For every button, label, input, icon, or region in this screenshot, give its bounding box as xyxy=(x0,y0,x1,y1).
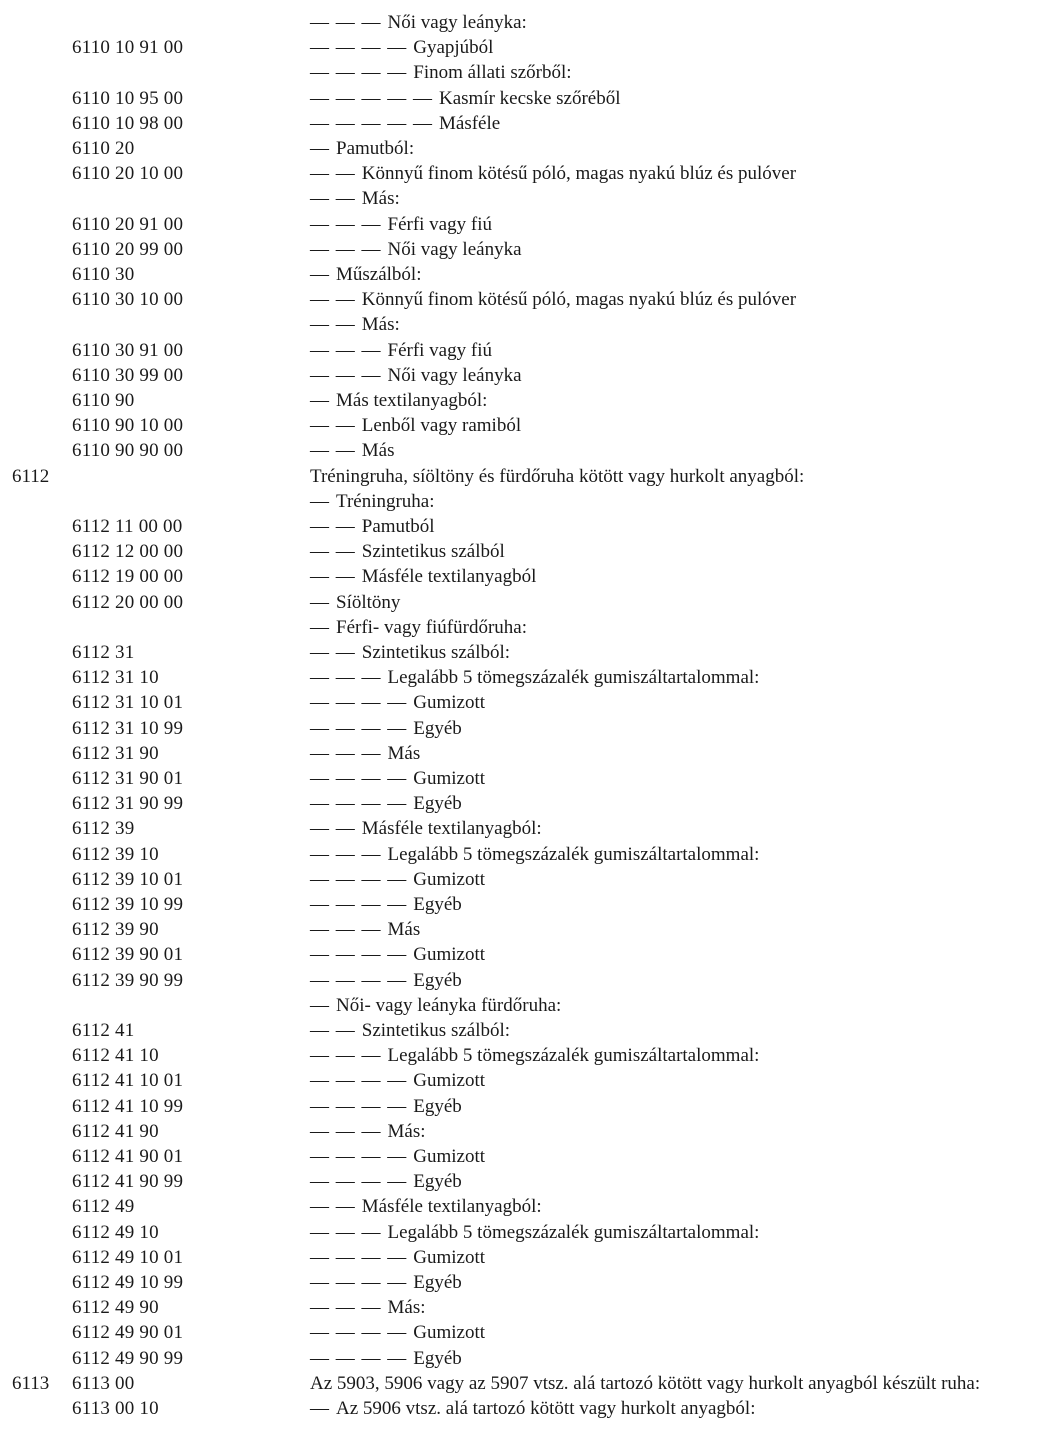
tariff-code: 6112 12 00 00 xyxy=(72,541,184,563)
tariff-code: 6112 39 10 xyxy=(72,843,159,865)
indent-dashes: — — xyxy=(310,818,356,840)
tariff-code: 6112 49 90 99 xyxy=(72,1347,184,1369)
tariff-code: 6112 41 xyxy=(72,1020,135,1041)
tariff-row xyxy=(0,917,1060,942)
description xyxy=(310,237,522,262)
tariff-row xyxy=(0,615,1060,640)
indent-dashes: — — — xyxy=(310,364,382,386)
indent-dashes: — — — — xyxy=(310,717,408,739)
description xyxy=(310,363,522,388)
description xyxy=(310,86,621,111)
tariff-row xyxy=(0,816,1060,841)
description-text: Egyéb xyxy=(413,1095,462,1117)
indent-dashes: — — — — — xyxy=(310,87,433,109)
tariff-row xyxy=(0,1119,1060,1144)
description xyxy=(310,60,572,85)
tariff-row xyxy=(0,1270,1060,1295)
description-text: Az 5906 vtsz. alá tartozó kötött vagy hurkolt anyagból: xyxy=(336,1398,756,1419)
description xyxy=(310,1270,462,1295)
description-text: Gumizott xyxy=(413,1322,486,1344)
description-text: Más xyxy=(387,919,421,941)
indent-dashes: — — — xyxy=(310,1297,382,1319)
tariff-row xyxy=(0,942,1060,967)
description xyxy=(310,1068,485,1093)
tariff-row xyxy=(0,892,1060,917)
tariff-code: 6112 49 10 01 xyxy=(72,1246,184,1268)
description-text: Egyéb xyxy=(413,1347,462,1369)
tariff-code: 6112 49 xyxy=(72,1196,135,1218)
tariff-row xyxy=(0,1295,1060,1320)
tariff-code: 6112 39 10 99 xyxy=(72,894,184,915)
description-text: Könnyű finom kötésű póló, magas nyakú blúz és pulóver xyxy=(361,289,797,311)
tariff-row xyxy=(0,413,1060,438)
tariff-code: 6110 20 xyxy=(72,138,135,159)
indent-dashes: — — — — xyxy=(310,692,408,714)
description-text: Pamutból: xyxy=(336,138,415,159)
description xyxy=(310,1396,755,1421)
indent-dashes: — xyxy=(310,591,330,613)
description-text: Női vagy leányka xyxy=(387,364,522,386)
description-text: Gyapjúból xyxy=(413,37,494,59)
description-text: Legalább 5 tömegszázalék gumiszáltartalommal: xyxy=(387,843,760,865)
description xyxy=(310,917,420,942)
description xyxy=(310,1094,462,1119)
tariff-code: 6112 20 00 00 xyxy=(72,591,184,613)
tariff-code: 6113 00 10 xyxy=(72,1398,159,1419)
tariff-code: 6112 49 10 99 xyxy=(72,1272,184,1293)
description xyxy=(310,993,561,1018)
tariff-row xyxy=(0,1245,1060,1270)
tariff-row xyxy=(0,312,1060,337)
tariff-row xyxy=(0,10,1060,35)
tariff-code: 6110 10 91 00 xyxy=(72,37,184,59)
description-text: Kasmír kecske szőréből xyxy=(439,87,621,109)
heading-number: 6113 xyxy=(12,1372,50,1394)
tariff-row xyxy=(0,136,1060,161)
indent-dashes: — — — — xyxy=(310,1171,408,1193)
description xyxy=(310,640,510,665)
description-text: Gumizott xyxy=(413,868,486,890)
description-text: Szintetikus szálból: xyxy=(361,1020,511,1041)
description xyxy=(310,766,485,791)
description xyxy=(310,741,420,766)
description-text: Más: xyxy=(387,1120,426,1142)
indent-dashes: — — xyxy=(310,566,356,588)
tariff-code: 6112 41 90 99 xyxy=(72,1171,184,1193)
description xyxy=(310,816,542,841)
description-text: Gumizott xyxy=(413,692,486,714)
description-text: Másféle textilanyagból xyxy=(361,566,537,588)
indent-dashes: — — — xyxy=(310,238,382,260)
indent-dashes: — — — xyxy=(310,843,382,865)
indent-dashes: — — — — xyxy=(310,894,408,915)
tariff-code: 6112 41 10 99 xyxy=(72,1095,184,1117)
description-text: Egyéb xyxy=(413,894,462,915)
tariff-code: 6110 30 99 00 xyxy=(72,364,184,386)
indent-dashes: — — — — xyxy=(310,1272,408,1293)
tariff-row xyxy=(0,161,1060,186)
tariff-row xyxy=(0,1094,1060,1119)
tariff-row xyxy=(0,1320,1060,1345)
tariff-row xyxy=(0,690,1060,715)
tariff-code: 6112 31 10 99 xyxy=(72,717,184,739)
heading-number: 6112 xyxy=(12,465,50,487)
tariff-code: 6112 49 90 xyxy=(72,1297,159,1319)
tariff-row xyxy=(0,741,1060,766)
indent-dashes: — — — — xyxy=(310,793,408,815)
description-text: Gumizott xyxy=(413,1070,486,1092)
tariff-row xyxy=(0,1396,1060,1421)
tariff-row xyxy=(0,1169,1060,1194)
description xyxy=(310,111,500,136)
indent-dashes: — — — xyxy=(310,919,382,941)
indent-dashes: — xyxy=(310,994,330,1016)
tariff-code: 6110 90 90 00 xyxy=(72,440,184,462)
description xyxy=(310,312,400,337)
indent-dashes: — — — xyxy=(310,667,382,689)
description xyxy=(310,35,493,60)
indent-dashes: — — xyxy=(310,440,356,462)
description xyxy=(310,161,796,186)
tariff-row xyxy=(0,514,1060,539)
description xyxy=(310,968,462,993)
description-text: Más: xyxy=(387,1297,426,1319)
indent-dashes: — xyxy=(310,490,330,512)
tariff-row xyxy=(0,489,1060,514)
tariff-row xyxy=(0,388,1060,413)
description xyxy=(310,1169,462,1194)
tariff-row xyxy=(0,1194,1060,1219)
description xyxy=(310,1043,759,1068)
tariff-row xyxy=(0,338,1060,363)
indent-dashes: — — — — xyxy=(310,1246,408,1268)
tariff-row xyxy=(0,438,1060,463)
description-text: Férfi- vagy fiúfürdőruha: xyxy=(336,616,527,638)
tariff-row xyxy=(0,539,1060,564)
description xyxy=(310,1220,759,1245)
tariff-row xyxy=(0,766,1060,791)
tariff-code: 6112 31 90 xyxy=(72,742,159,764)
description-text: Más xyxy=(361,440,395,462)
tariff-row xyxy=(0,640,1060,665)
indent-dashes: — — xyxy=(310,415,356,437)
description-text: Lenből vagy ramiból xyxy=(361,415,522,437)
description-text: Legalább 5 tömegszázalék gumiszáltartalommal: xyxy=(387,667,760,689)
description-text: Gumizott xyxy=(413,944,486,966)
description xyxy=(310,338,492,363)
description-text: Egyéb xyxy=(413,969,462,991)
description xyxy=(310,842,759,867)
tariff-code: 6112 31 xyxy=(72,642,135,663)
tariff-row xyxy=(0,60,1060,85)
description xyxy=(310,942,485,967)
tariff-code: 6112 41 10 xyxy=(72,1045,159,1067)
description xyxy=(310,1018,510,1043)
indent-dashes: — — — — xyxy=(310,1322,408,1344)
description-text: Könnyű finom kötésű póló, magas nyakú blúz és pulóver xyxy=(361,163,797,185)
tariff-row xyxy=(0,1018,1060,1043)
tariff-row xyxy=(0,665,1060,690)
tariff-code: 6112 41 90 xyxy=(72,1120,159,1142)
tariff-row xyxy=(0,237,1060,262)
tariff-code: 6112 39 90 xyxy=(72,919,159,941)
tariff-row xyxy=(0,35,1060,60)
tariff-code: 6112 11 00 00 xyxy=(72,516,183,537)
indent-dashes: — — — — — xyxy=(310,112,433,134)
description-text: Más xyxy=(387,742,421,764)
indent-dashes: — — — xyxy=(310,742,382,764)
description xyxy=(310,464,804,489)
description xyxy=(310,615,527,640)
indent-dashes: — xyxy=(310,390,330,411)
description xyxy=(310,1295,426,1320)
description-text: Pamutból xyxy=(361,516,435,537)
indent-dashes: — — — — xyxy=(310,969,408,991)
indent-dashes: — — xyxy=(310,188,356,210)
indent-dashes: — — xyxy=(310,1196,356,1218)
tariff-row xyxy=(0,564,1060,589)
indent-dashes: — — — xyxy=(310,1221,382,1243)
indent-dashes: — xyxy=(310,138,330,159)
description-text: Másféle xyxy=(439,112,501,134)
tariff-code: 6112 39 10 01 xyxy=(72,868,184,890)
description xyxy=(310,10,527,35)
indent-dashes: — — xyxy=(310,163,356,185)
description-text: Női- vagy leányka fürdőruha: xyxy=(336,994,562,1016)
tariff-code: 6110 90 xyxy=(72,390,135,411)
description xyxy=(310,262,422,287)
description-text: Másféle textilanyagból: xyxy=(361,1196,542,1218)
tariff-code: 6112 49 90 01 xyxy=(72,1322,184,1344)
tariff-row xyxy=(0,716,1060,741)
description xyxy=(310,690,485,715)
tariff-code: 6112 31 90 99 xyxy=(72,793,184,815)
tariff-code: 6112 41 90 01 xyxy=(72,1146,184,1167)
description xyxy=(310,590,400,615)
description xyxy=(310,665,759,690)
description-text: Szintetikus szálból: xyxy=(361,642,511,663)
indent-dashes: — — — — xyxy=(310,1070,408,1092)
tariff-code: 6110 20 10 00 xyxy=(72,163,184,185)
description xyxy=(310,791,462,816)
tariff-code: 6110 10 98 00 xyxy=(72,112,184,134)
description xyxy=(310,867,485,892)
indent-dashes: — xyxy=(310,264,330,285)
indent-dashes: — — — xyxy=(310,213,382,235)
tariff-row xyxy=(0,464,1060,489)
tariff-code: 6112 49 10 xyxy=(72,1221,159,1243)
tariff-row xyxy=(0,287,1060,312)
description-text: Tréningruha: xyxy=(336,490,435,512)
description-text: Egyéb xyxy=(413,1272,462,1293)
description xyxy=(310,438,394,463)
description xyxy=(310,1245,485,1270)
description-text: Más: xyxy=(361,314,400,336)
description xyxy=(310,514,435,539)
indent-dashes: — — — xyxy=(310,1045,382,1067)
description-text: Tréningruha, síöltöny és fürdőruha kötött vagy hurkolt anyagból: xyxy=(310,465,805,487)
tariff-code: 6112 31 10 xyxy=(72,667,159,689)
description xyxy=(310,1144,485,1169)
tariff-code: 6112 39 90 01 xyxy=(72,944,184,966)
indent-dashes: — — xyxy=(310,289,356,311)
tariff-code: 6112 41 10 01 xyxy=(72,1070,184,1092)
description xyxy=(310,1320,485,1345)
indent-dashes: — — — — xyxy=(310,944,408,966)
description-text: Női vagy leányka xyxy=(387,238,522,260)
indent-dashes: — — — xyxy=(310,1120,382,1142)
tariff-row xyxy=(0,86,1060,111)
description-text: Finom állati szőrből: xyxy=(413,62,572,84)
tariff-code: 6112 31 90 01 xyxy=(72,768,184,789)
description-text: Férfi vagy fiú xyxy=(387,213,492,235)
tariff-code: 6110 30 10 00 xyxy=(72,289,184,311)
description xyxy=(310,1346,462,1371)
tariff-row xyxy=(0,867,1060,892)
tariff-code: 6110 20 91 00 xyxy=(72,213,184,235)
description-text: Egyéb xyxy=(413,1171,462,1193)
description xyxy=(310,1119,426,1144)
indent-dashes: — — — — xyxy=(310,1146,408,1167)
indent-dashes: — xyxy=(310,1398,330,1419)
description xyxy=(310,1194,542,1219)
tariff-row xyxy=(0,1346,1060,1371)
tariff-code: 6112 31 10 01 xyxy=(72,692,184,714)
indent-dashes: — — — — xyxy=(310,1347,408,1369)
description-text: Legalább 5 tömegszázalék gumiszáltartalommal: xyxy=(387,1221,760,1243)
description xyxy=(310,287,796,312)
tariff-code: 6110 10 95 00 xyxy=(72,87,184,109)
description xyxy=(310,1371,980,1396)
indent-dashes: — — — xyxy=(310,12,382,33)
description-text: Férfi vagy fiú xyxy=(387,339,492,361)
indent-dashes: — — — — xyxy=(310,1095,408,1117)
indent-dashes: — xyxy=(310,616,330,638)
tariff-row xyxy=(0,111,1060,136)
description-text: Egyéb xyxy=(413,717,462,739)
tariff-code: 6112 39 xyxy=(72,818,135,840)
tariff-code: 6112 39 90 99 xyxy=(72,969,184,991)
tariff-row xyxy=(0,212,1060,237)
description xyxy=(310,716,462,741)
description-text: Síöltöny xyxy=(336,591,401,613)
tariff-row xyxy=(0,842,1060,867)
description xyxy=(310,388,487,413)
description-text: Női vagy leányka: xyxy=(387,12,527,33)
description-text: Legalább 5 tömegszázalék gumiszáltartalommal: xyxy=(387,1045,760,1067)
description xyxy=(310,413,521,438)
tariff-code: 6110 20 99 00 xyxy=(72,238,184,260)
tariff-row xyxy=(0,968,1060,993)
description-text: Más: xyxy=(361,188,400,210)
description-text: Műszálból: xyxy=(336,264,422,285)
description xyxy=(310,539,505,564)
indent-dashes: — — xyxy=(310,1020,356,1041)
indent-dashes: — — — — xyxy=(310,768,408,789)
tariff-row xyxy=(0,186,1060,211)
indent-dashes: — — xyxy=(310,642,356,663)
indent-dashes: — — — — xyxy=(310,62,408,84)
tariff-code: 6110 30 xyxy=(72,264,135,285)
tariff-row xyxy=(0,1220,1060,1245)
description xyxy=(310,489,435,514)
description-text: Más textilanyagból: xyxy=(336,390,488,411)
tariff-row xyxy=(0,993,1060,1018)
indent-dashes: — — xyxy=(310,516,356,537)
description-text: Gumizott xyxy=(413,1246,486,1268)
description-text: Az 5903, 5906 vagy az 5907 vtsz. alá tartozó kötött vagy hurkolt anyagból készült ruha: xyxy=(310,1372,981,1394)
description-text: Gumizott xyxy=(413,768,486,789)
description xyxy=(310,212,492,237)
tariff-row xyxy=(0,363,1060,388)
indent-dashes: — — xyxy=(310,314,356,336)
description-text: Szintetikus szálból xyxy=(361,541,505,563)
description xyxy=(310,136,414,161)
description xyxy=(310,892,462,917)
description-text: Gumizott xyxy=(413,1146,486,1167)
tariff-row xyxy=(0,1371,1060,1396)
tariff-code: 6113 00 xyxy=(72,1372,135,1394)
tariff-row xyxy=(0,1043,1060,1068)
indent-dashes: — — — — xyxy=(310,37,408,59)
tariff-row xyxy=(0,262,1060,287)
tariff-row xyxy=(0,590,1060,615)
tariff-row xyxy=(0,1068,1060,1093)
tariff-code: 6110 30 91 00 xyxy=(72,339,184,361)
indent-dashes: — — xyxy=(310,541,356,563)
description xyxy=(310,186,400,211)
indent-dashes: — — — xyxy=(310,339,382,361)
tariff-row xyxy=(0,791,1060,816)
description-text: Másféle textilanyagból: xyxy=(361,818,542,840)
tariff-row xyxy=(0,1144,1060,1169)
tariff-code: 6110 90 10 00 xyxy=(72,415,184,437)
description xyxy=(310,564,536,589)
description-text: Egyéb xyxy=(413,793,462,815)
tariff-code: 6112 19 00 00 xyxy=(72,566,184,588)
indent-dashes: — — — — xyxy=(310,868,408,890)
